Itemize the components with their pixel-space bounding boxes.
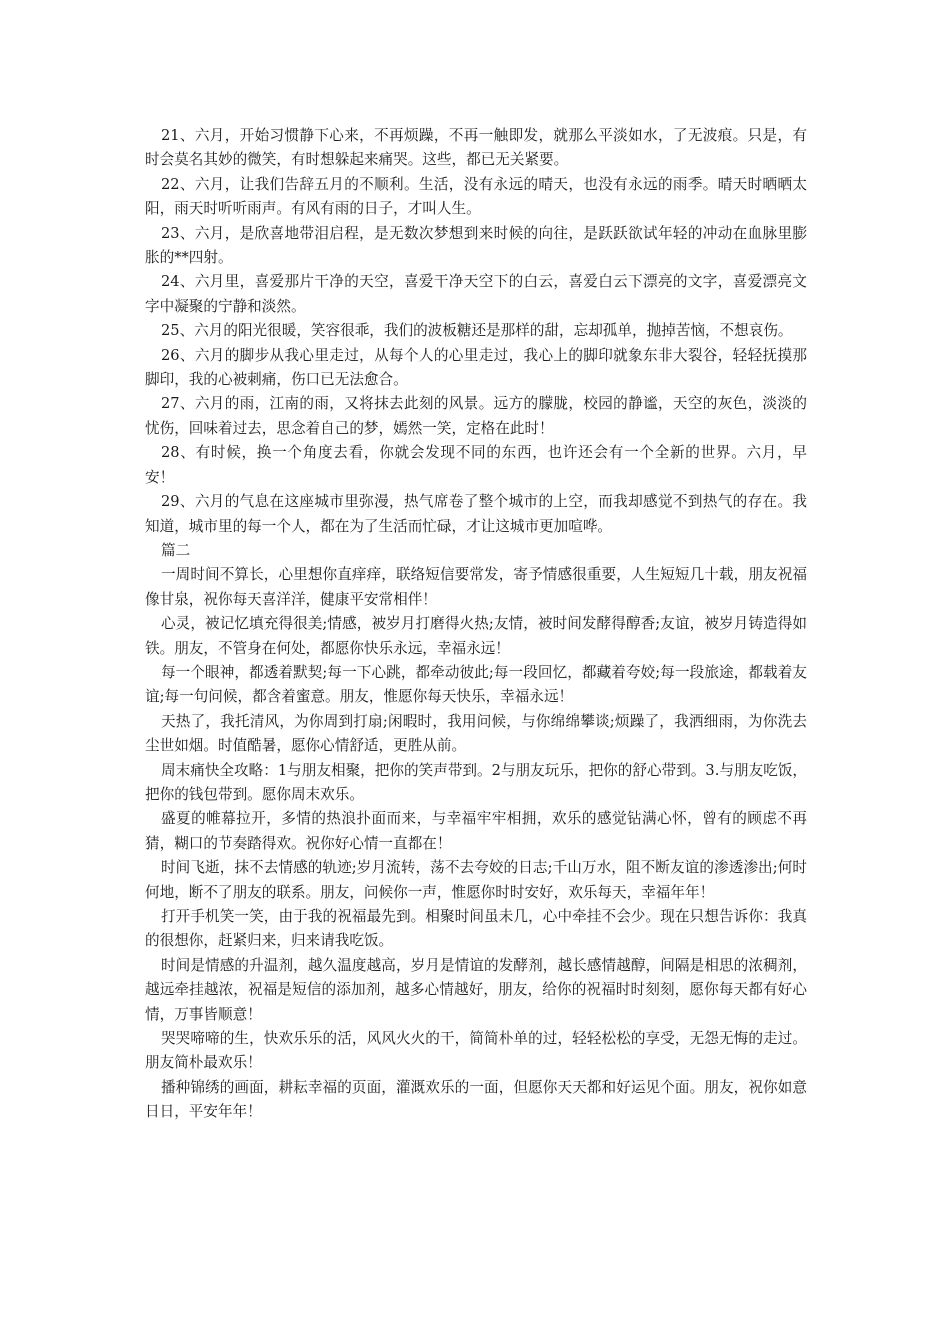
paragraph: 盛夏的帷幕拉开，多情的热浪扑面而来，与幸福牢牢相拥，欢乐的感觉钻满心怀，曾有的顾虑不再猜，糊口的节奏踏得欢。祝你好心情一直都在！: [145, 810, 807, 852]
section-heading: 篇二: [161, 541, 191, 559]
paragraph: 时间飞逝，抹不去情感的轨迹;岁月流转，荡不去夸姣的日志;千山万水，阻不断友谊的渗透渗出;何时何地，断不了朋友的联系。朋友，问候你一声，惟愿你时时安好，欢乐每天，幸福年年！: [145, 859, 807, 901]
paragraph-24: 24、六月里，喜爱那片干净的天空，喜爱干净天空下的白云，喜爱白云下漂亮的文字，喜爱漂亮文字中凝聚的宁静和淡然。: [145, 273, 807, 315]
paragraph-27: 27、六月的雨，江南的雨，又将抹去此刻的风景。远方的朦胧，校园的静谧，天空的灰色，淡淡的忧伤，回味着过去，思念着自己的梦，嫣然一笑，定格在此时！: [145, 395, 807, 437]
paragraph-23: 23、六月，是欣喜地带泪启程，是无数次梦想到来时候的向往，是跃跃欲试年轻的冲动在血脉里膨胀的**四射。: [145, 224, 807, 267]
paragraph: 时间是情感的升温剂，越久温度越高，岁月是情谊的发酵剂，越长感情越醇，间隔是相思的浓稠剂，越远牵挂越浓，祝福是短信的添加剂，越多心情越好，朋友，给你的祝福时时刻刻，愿你每天都有好心情，万事皆顺意！: [145, 956, 807, 1023]
paragraph-22: 22、六月，让我们告辞五月的不顺利。生活，没有永远的晴天，也没有永远的雨季。晴天时晒晒太阳，雨天时听听雨声。有风有雨的日子，才叫人生。: [145, 175, 807, 218]
document-body: [145, 124, 807, 1125]
paragraph-26: 26、六月的脚步从我心里走过，从每个人的心里走过，我心上的脚印就象东非大裂谷，轻轻抚摸那脚印，我的心被刺痛，伤口已无法愈合。: [145, 346, 807, 389]
paragraph-21: 21、六月，开始习惯静下心来，不再烦躁，不再一触即发，就那么平淡如水，了无波痕。只是，有时会莫名其妙的微笑，有时想躲起来痛哭。这些，都已无关紧要。: [145, 127, 807, 169]
paragraph: 心灵，被记忆填充得很美;情感，被岁月打磨得火热;友情，被时间发酵得醇香;友谊，被岁月铸造得如铁。朋友，不管身在何处，都愿你快乐永远，幸福永远！: [145, 615, 807, 657]
paragraph: 周末痛快全攻略：1与朋友相聚，把你的笑声带到。2与朋友玩乐，把你的舒心带到。3.与朋友吃饭，把你的钱包带到。愿你周末欢乐。: [145, 761, 807, 803]
paragraph: 一周时间不算长，心里想你直痒痒，联络短信要常发，寄予情感很重要，人生短短几十载，朋友祝福像甘泉，祝你每天喜洋洋，健康平安常相伴！: [145, 566, 807, 608]
paragraph-29: 29、六月的气息在这座城市里弥漫，热气席卷了整个城市的上空，而我却感觉不到热气的存在。我知道，城市里的每一个人，都在为了生活而忙碌，才让这城市更加喧哗。: [145, 493, 807, 535]
paragraph: 播种锦绣的画面，耕耘幸福的页面，灌溉欢乐的一面，但愿你天天都和好运见个面。朋友，祝你如意日日，平安年年！: [145, 1078, 807, 1121]
paragraph: 每一个眼神，都透着默契;每一下心跳，都牵动彼此;每一段回忆，都藏着夸姣;每一段旅途，都载着友谊;每一句问候，都含着蜜意。朋友，惟愿你每天快乐，幸福永远！: [145, 663, 807, 706]
paragraph: 天热了，我托清风，为你周到打扇;闲暇时，我用问候，与你绵绵攀谈;烦躁了，我洒细雨，为你洗去尘世如烟。时值酷暑，愿你心情舒适，更胜从前。: [145, 712, 807, 755]
paragraph-28: 28、有时候，换一个角度去看，你就会发现不同的东西，也许还会有一个全新的世界。六月，早安！: [145, 444, 807, 486]
paragraph: 哭哭啼啼的生，快欢乐乐的活，风风火火的干，简简朴单的过，轻轻松松的享受，无怨无悔的走过。朋友简朴最欢乐！: [145, 1030, 807, 1072]
paragraph-25: 25、六月的阳光很暖，笑容很乖，我们的波板糖还是那样的甜，忘却孤单，抛掉苦恼，不想哀伤。: [161, 322, 793, 340]
paragraph: 打开手机笑一笑，由于我的祝福最先到。相聚时间虽未几，心中牵挂不会少。现在只想告诉你：我真的很想你，赶紧归来，归来请我吃饭。: [145, 908, 807, 950]
